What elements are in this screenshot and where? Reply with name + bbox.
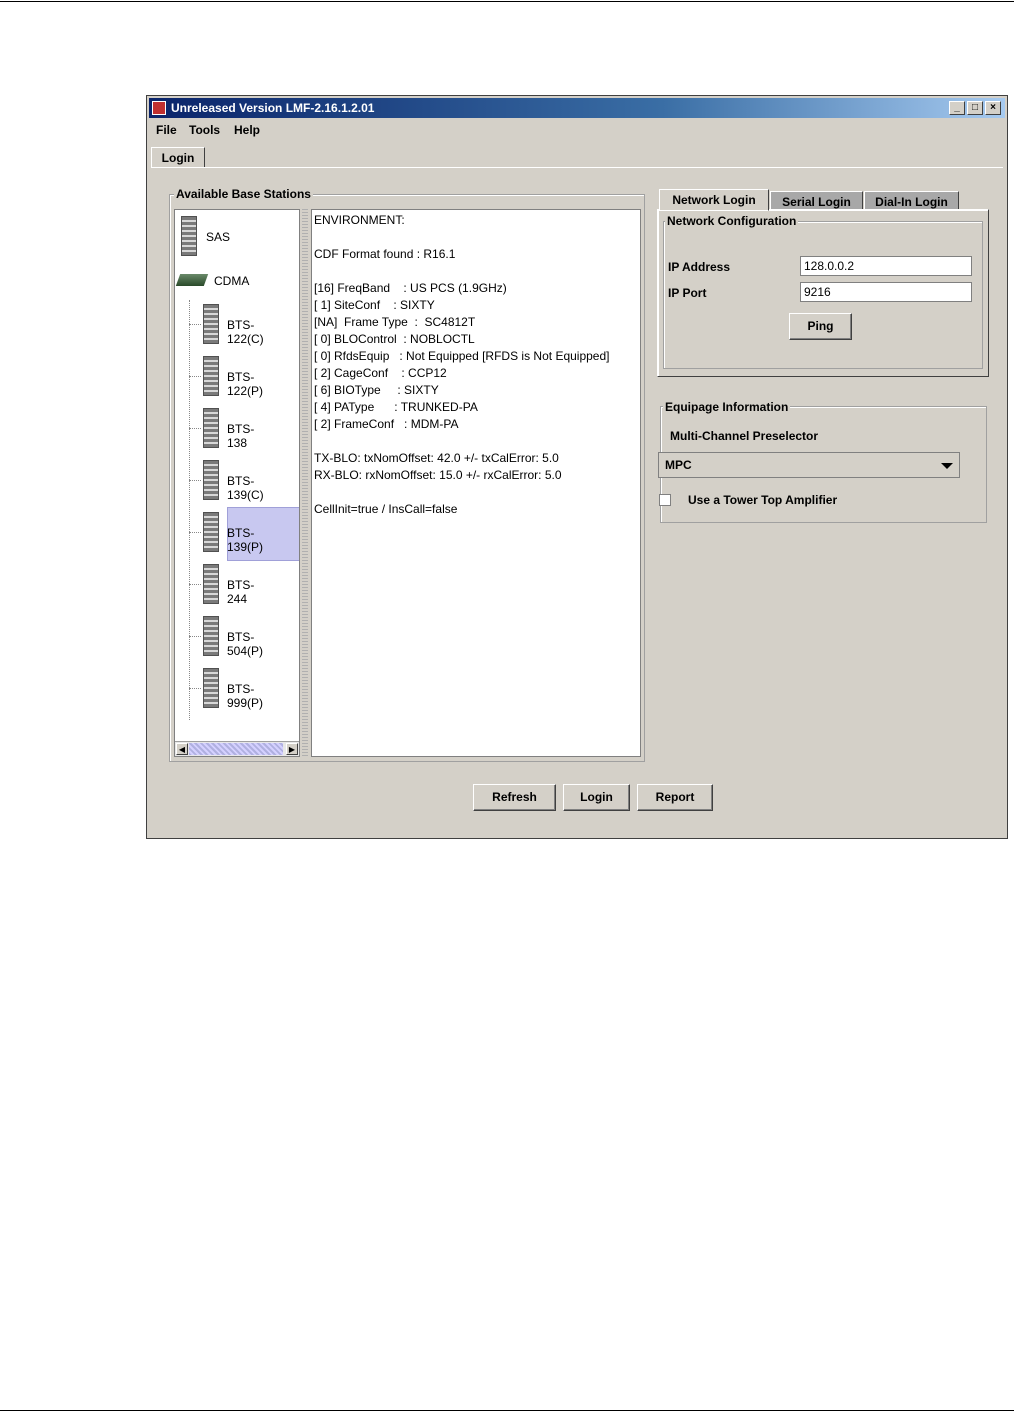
pane-splitter[interactable] <box>302 209 308 757</box>
tree-connector <box>189 376 201 377</box>
bts-rack-icon <box>203 356 219 396</box>
info-line: CellInit=true / InsCall=false <box>314 502 458 516</box>
info-line: TX-BLO: txNomOffset: 42.0 +/- txCalError: 5.0 <box>314 451 559 465</box>
chevron-down-icon <box>941 463 953 469</box>
tower-amp-label[interactable]: Use a Tower Top Amplifier <box>688 493 838 507</box>
tree-item-label: BTS-999(P) <box>227 682 264 710</box>
bts-rack-icon <box>203 460 219 500</box>
lmf-window <box>146 95 1008 839</box>
info-line: CDF Format found : R16.1 <box>314 247 456 261</box>
window-title: Unreleased Version LMF-2.16.1.2.01 <box>171 101 375 115</box>
tree-connector <box>189 636 201 637</box>
maximize-button[interactable]: □ <box>967 101 983 115</box>
info-line: [ 1] SiteConf : SIXTY <box>314 298 435 312</box>
network-icon <box>176 274 208 286</box>
menu-help[interactable]: Help <box>234 123 261 137</box>
info-line: [ 0] RfdsEquip : Not Equipped [RFDS is Not Equipped] <box>314 349 610 363</box>
tree-item-label: BTS-504(P) <box>227 630 264 658</box>
tree-item-label: BTS-122(P) <box>227 370 264 398</box>
preselector-value: MPC <box>665 458 692 472</box>
info-line: [ 2] CageConf : CCP12 <box>314 366 447 380</box>
preselector-label: Multi-Channel Preselector <box>670 429 819 443</box>
tree-item-label: CDMA <box>214 274 250 288</box>
info-line: [ 0] BLOControl : NOBLOCTL <box>314 332 475 346</box>
title-bar[interactable] <box>149 98 1005 118</box>
station-tree <box>174 209 300 757</box>
tab-divider <box>151 167 1003 168</box>
tab-dial-in-login[interactable]: Dial-In Login <box>864 191 959 210</box>
tree-item-label: BTS-138 <box>227 422 255 450</box>
info-line: [NA] Frame Type : SC4812T <box>314 315 476 329</box>
report-button[interactable]: Report <box>637 784 713 811</box>
tree-connector <box>189 688 201 689</box>
tree-item-label: BTS-122(C) <box>227 318 264 346</box>
info-line: ENVIRONMENT: <box>314 213 405 227</box>
tree-connector <box>189 584 201 585</box>
scroll-right-icon[interactable]: ▶ <box>286 743 298 755</box>
page-bottom-rule <box>0 1410 1014 1411</box>
tree-item-label: BTS-139(P) <box>227 526 264 554</box>
tree-horizontal-scrollbar[interactable] <box>175 741 299 756</box>
bts-rack-icon <box>203 304 219 344</box>
login-button[interactable]: Login <box>563 784 630 811</box>
info-line: [ 2] FrameConf : MDM-PA <box>314 417 459 431</box>
ip-address-label: IP Address <box>668 260 731 274</box>
network-config-label: Network Configuration <box>667 214 797 228</box>
close-button[interactable]: × <box>985 101 1001 115</box>
station-info-pane <box>311 209 641 757</box>
minimize-button[interactable]: _ <box>949 101 965 115</box>
bts-rack-icon <box>203 668 219 708</box>
preselector-select[interactable] <box>658 452 960 478</box>
info-line: RX-BLO: rxNomOffset: 15.0 +/- rxCalError: 5.0 <box>314 468 562 482</box>
base-stations-label: Available Base Stations <box>176 187 311 201</box>
tree-connector <box>189 428 201 429</box>
info-line: [16] FreqBand : US PCS (1.9GHz) <box>314 281 507 295</box>
scroll-thumb[interactable] <box>189 743 283 755</box>
tree-connector <box>189 324 201 325</box>
page-top-rule <box>0 1 1014 2</box>
tab-serial-login[interactable]: Serial Login <box>770 191 863 210</box>
ip-port-input[interactable] <box>800 282 972 302</box>
refresh-button[interactable]: Refresh <box>473 784 556 811</box>
tree-connector <box>189 300 190 720</box>
bts-rack-icon <box>203 408 219 448</box>
equipage-label: Equipage Information <box>665 400 789 414</box>
tree-item-label: BTS-139(C) <box>227 474 264 502</box>
tab-login[interactable]: Login <box>151 147 205 167</box>
bts-rack-icon <box>203 512 219 552</box>
app-icon <box>152 101 166 115</box>
tower-amp-checkbox[interactable] <box>659 494 671 506</box>
tree-item-label: BTS-244 <box>227 578 255 606</box>
bts-rack-icon <box>203 616 219 656</box>
tab-network-login[interactable]: Network Login <box>659 189 769 211</box>
scroll-left-icon[interactable]: ◀ <box>176 743 188 755</box>
info-line: [ 6] BIOType : SIXTY <box>314 383 439 397</box>
tree-item-label: SAS <box>206 230 231 244</box>
bts-rack-icon <box>203 564 219 604</box>
menu-file[interactable]: File <box>156 123 177 137</box>
tree-connector <box>189 480 201 481</box>
menu-tools[interactable]: Tools <box>189 123 221 137</box>
bts-rack-icon <box>181 216 197 256</box>
info-line: [ 4] PAType : TRUNKED-PA <box>314 400 478 414</box>
tree-connector <box>189 532 201 533</box>
ip-port-label: IP Port <box>668 286 707 300</box>
ip-address-input[interactable] <box>800 256 972 276</box>
ping-button[interactable]: Ping <box>789 313 852 340</box>
